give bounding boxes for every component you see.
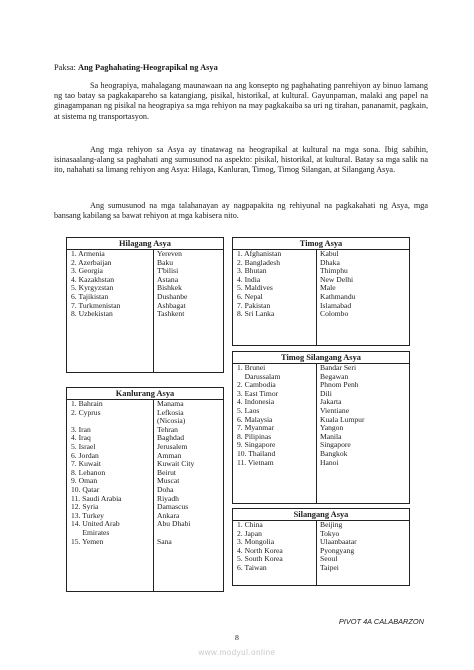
capital-cell: Tokyo bbox=[320, 528, 340, 538]
country-cell: 1. Afghanistan bbox=[237, 249, 282, 258]
paragraph-2: Ang mga rehiyon sa Asya ay tinatawag na heograpikal at kultural na mga sona. Ibig sabihin, isinasaalang-alang sa paghahati ang sumusunod na aspekto: pisikal, historikal, at kultural. Batay sa mga salik na ito, nahahati sa limang rehiyon ang Asya: Hilaga, Kanluran, Timog, Timog Silangan, at Silangang Asya. bbox=[54, 145, 428, 175]
country-cell: 7. Myanmar bbox=[237, 423, 275, 433]
capital-cell: Ulaanbaatar bbox=[320, 537, 357, 547]
capital-cell: Male bbox=[320, 283, 336, 293]
column-divider bbox=[316, 521, 317, 585]
capital-cell: Beijing bbox=[320, 520, 343, 529]
capital-cell: Dushanbe bbox=[157, 291, 188, 301]
country-cell: 5. Maldives bbox=[237, 283, 273, 293]
table-body bbox=[233, 250, 409, 319]
capital-cell: Kathmandu bbox=[320, 291, 356, 301]
capital-cell: Amman bbox=[157, 450, 182, 460]
table-title: Silangang Asya bbox=[233, 509, 409, 521]
capital-cell: New Delhi bbox=[320, 274, 354, 284]
country-cell: 6. Taiwan bbox=[237, 562, 267, 572]
country-cell: 1. Bahrain bbox=[71, 399, 103, 408]
country-cell: 14. United Arab bbox=[71, 519, 120, 529]
country-cell: 8. Lebanon bbox=[71, 467, 106, 477]
country-cell: 2. Azerbaijan bbox=[71, 257, 112, 267]
country-cell: 1. China bbox=[237, 520, 263, 529]
capital-cell: Baku bbox=[157, 257, 174, 267]
capital-cell: Yereven bbox=[157, 249, 182, 258]
country-cell: 6. Tajikistan bbox=[71, 291, 109, 301]
country-cell: 4. North Korea bbox=[237, 545, 283, 555]
table-body bbox=[67, 400, 223, 546]
country-cell: Darussalam bbox=[237, 371, 281, 381]
table-row bbox=[233, 564, 409, 573]
table-title: Hilagang Asya bbox=[67, 238, 223, 250]
capital-cell: Muscat bbox=[157, 476, 180, 486]
table-title: Timog Silangang Asya bbox=[233, 352, 409, 364]
capital-cell: Hanoi bbox=[320, 457, 339, 467]
capital-cell: Sana bbox=[157, 536, 172, 546]
table-body bbox=[233, 521, 409, 573]
capital-cell: Jakarta bbox=[320, 397, 342, 407]
topic-title: Ang Paghahating-Heograpikal ng Asya bbox=[77, 63, 218, 72]
page-number: 8 bbox=[235, 633, 239, 642]
capital-cell: Jerusalem bbox=[157, 441, 188, 451]
capital-cell: Seoul bbox=[320, 554, 338, 564]
table-timog-asya bbox=[232, 237, 410, 346]
capital-cell: Riyadh bbox=[157, 493, 179, 503]
topic-heading bbox=[54, 63, 218, 72]
capital-cell: (Nicosia) bbox=[157, 416, 186, 426]
country-cell: 8. Pilipinas bbox=[237, 431, 272, 441]
capital-cell: Islamabad bbox=[320, 300, 352, 310]
table-row bbox=[67, 409, 223, 418]
country-cell: 2. Bangladesh bbox=[237, 257, 281, 267]
country-cell: 9. Singapore bbox=[237, 440, 276, 450]
country-cell: 15. Yemen bbox=[71, 536, 104, 546]
paragraph-1: Sa heograpiya, mahalagang maunawaan na ang konsepto ng paghahating panrehiyon ay binuo lamang ng tao batay sa pagkakapareho sa katangiang, pisikal, historikal, at kultural. Gayunpaman, malaki ang papel na ginagampanan ng pisikal na heograpiya sa mga rehiyon na may pagkakaiba sa uri ng tirahan, pananamit, pagkain, at sistema ng transportasyon. bbox=[54, 81, 428, 121]
country-cell: 2. Cambodia bbox=[237, 380, 276, 390]
capital-cell: Vientiane bbox=[320, 405, 350, 415]
capital-cell: Abu Dhabi bbox=[157, 519, 191, 529]
country-cell: 11. Saudi Arabia bbox=[71, 493, 122, 503]
country-cell: 1. Armenia bbox=[71, 249, 105, 258]
capital-cell: T'bilisi bbox=[157, 266, 179, 276]
country-cell: 6. Malaysia bbox=[237, 414, 273, 424]
country-cell: 2. Cyprus bbox=[71, 407, 101, 417]
capital-cell: Pyongyang bbox=[320, 545, 355, 555]
capital-cell: Lefkosia bbox=[157, 407, 184, 417]
capital-cell: Bangkok bbox=[320, 448, 348, 458]
country-cell: 11. Vietnam bbox=[237, 457, 274, 467]
country-cell: 5. Israel bbox=[71, 441, 96, 451]
table-body bbox=[67, 250, 223, 319]
country-cell: 7. Pakistan bbox=[237, 300, 271, 310]
table-hilagang-asya bbox=[66, 237, 224, 373]
country-cell: 3. Mongolia bbox=[237, 537, 275, 547]
country-cell: 4. Iraq bbox=[71, 433, 91, 443]
country-cell: 3. Bhutan bbox=[237, 266, 267, 276]
capital-cell: Phnom Penh bbox=[320, 380, 359, 390]
country-cell: 5. Laos bbox=[237, 405, 260, 415]
capital-cell: Manila bbox=[320, 431, 342, 441]
capital-cell: Tashkent bbox=[157, 309, 185, 319]
column-divider bbox=[153, 250, 154, 372]
table-row bbox=[233, 310, 409, 319]
capital-cell: Baghdad bbox=[157, 433, 184, 443]
country-cell: 5. South Korea bbox=[237, 554, 283, 564]
column-divider bbox=[316, 364, 317, 503]
country-cell: 12. Syria bbox=[71, 502, 99, 512]
capital-cell: Dhaka bbox=[320, 257, 340, 267]
country-cell: 3. Iran bbox=[71, 424, 91, 434]
capital-cell: Doha bbox=[157, 484, 174, 494]
capital-cell: Astana bbox=[157, 274, 179, 284]
table-title: Kanlurang Asya bbox=[67, 388, 223, 400]
country-cell: 10. Thailand bbox=[237, 448, 276, 458]
capital-cell: Manama bbox=[157, 399, 184, 408]
country-cell: 6. Jordan bbox=[71, 450, 99, 460]
country-cell: 5. Kyrgyzstan bbox=[71, 283, 114, 293]
country-cell: 7. Turkmenistan bbox=[71, 300, 121, 310]
country-cell: 2. Japan bbox=[237, 528, 262, 538]
capital-cell: Beirut bbox=[157, 467, 176, 477]
column-divider bbox=[153, 400, 154, 591]
country-cell: 10. Qatar bbox=[71, 484, 100, 494]
country-cell: 9. Oman bbox=[71, 476, 98, 486]
country-cell: 4. India bbox=[237, 274, 261, 284]
capital-cell: Thimphu bbox=[320, 266, 348, 276]
column-divider bbox=[316, 250, 317, 345]
country-cell: 4. Kazakhstan bbox=[71, 274, 115, 284]
capital-cell: Kuwait City bbox=[157, 459, 195, 469]
table-kanlurang-asya bbox=[66, 387, 224, 592]
table-row bbox=[67, 310, 223, 319]
table-silangang-asya bbox=[232, 508, 410, 586]
capital-cell: Bishkek bbox=[157, 283, 182, 293]
country-cell: 6. Nepal bbox=[237, 291, 263, 301]
country-cell: Emirates bbox=[71, 527, 110, 537]
capital-cell: Begawan bbox=[320, 371, 349, 381]
capital-cell: Kuala Lumpur bbox=[320, 414, 365, 424]
capital-cell: Ashbagat bbox=[157, 300, 186, 310]
country-cell: 4. Indonesia bbox=[237, 397, 275, 407]
capital-cell: Bandar Seri bbox=[320, 363, 357, 372]
capital-cell: Yangon bbox=[320, 423, 344, 433]
topic-label: Paksa: bbox=[54, 63, 76, 72]
country-cell: 1. Brunei bbox=[237, 363, 266, 372]
watermark: www.modyul.online bbox=[198, 648, 276, 657]
country-cell: 8. Sri Lanka bbox=[237, 309, 275, 319]
capital-cell: Damascus bbox=[157, 502, 189, 512]
capital-cell: Taipei bbox=[320, 562, 339, 572]
country-cell: 3. East Timor bbox=[237, 388, 279, 398]
table-body bbox=[233, 364, 409, 467]
country-cell: 7. Kuwait bbox=[71, 459, 101, 469]
country-cell: 3. Georgia bbox=[71, 266, 103, 276]
paragraph-3: Ang sumusunod na mga talahanayan ay nagpapakita ng rehiyunal na pagkakahati ng Asya, mga bansang kabilang sa bawat rehiyon at mga kabisera nito. bbox=[54, 201, 428, 221]
capital-cell: Tehran bbox=[157, 424, 178, 434]
table-row bbox=[67, 538, 223, 547]
table-title: Timog Asya bbox=[233, 238, 409, 250]
capital-cell: Ankara bbox=[157, 510, 180, 520]
country-cell: 8. Uzbekistan bbox=[71, 309, 113, 319]
capital-cell: Kabul bbox=[320, 249, 339, 258]
country-cell: 13. Turkey bbox=[71, 510, 104, 520]
capital-cell: Colombo bbox=[320, 309, 349, 319]
table-row bbox=[233, 459, 409, 468]
table-timog-silangang-asya bbox=[232, 351, 410, 504]
capital-cell: Singapore bbox=[320, 440, 351, 450]
footer-label: PIVOT 4A CALABARZON bbox=[338, 617, 424, 626]
capital-cell: Dili bbox=[320, 388, 332, 398]
